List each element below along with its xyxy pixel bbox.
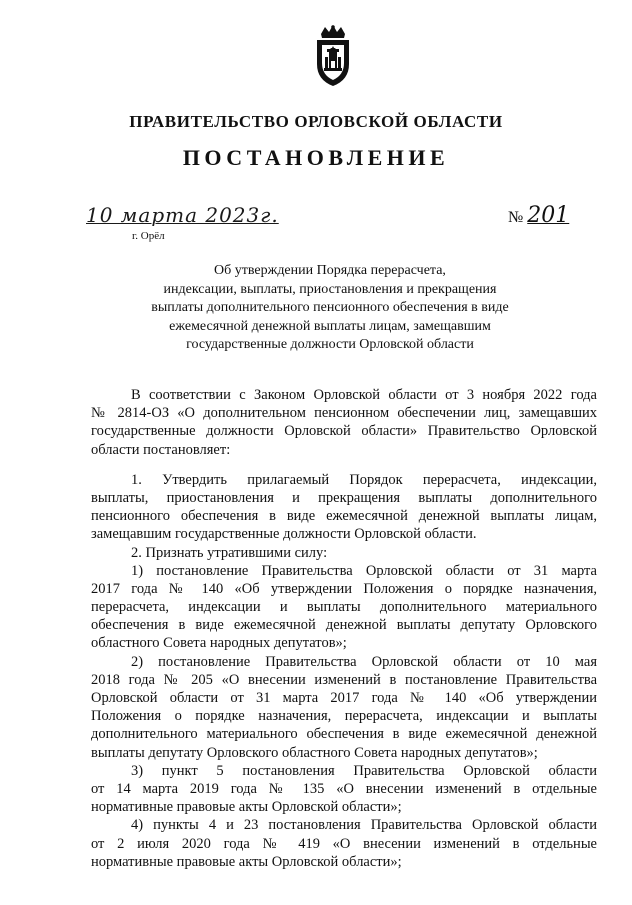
handwritten-date: 10 марта 2023г.: [86, 203, 279, 227]
subject-line: государственные должности Орловской области: [186, 337, 474, 352]
body-line: области постановляет:: [91, 441, 231, 458]
subitem-1-paragraph: [91, 562, 597, 653]
number-label: №: [508, 209, 524, 226]
body-line: выплаты, приостановления и прекращения выплаты дополнительного: [91, 489, 597, 506]
body-line: 2017 года № 140 «Об утверждении Положения о порядке назначения,: [91, 580, 597, 597]
body-line: от 14 марта 2019 года № 135 «О внесении изменений в отдельные: [91, 780, 597, 797]
body-line: № 2814-ОЗ «О дополнительном пенсионном обеспечении лиц, замещавших: [91, 405, 597, 422]
subject-line: ежемесячной денежной выплаты лицам, замещавшим: [169, 318, 491, 334]
item-2-paragraph: [91, 544, 597, 562]
subject-line: Об утверждении Порядка перерасчета,: [214, 263, 446, 278]
body-line: нормативные правовые акты Орловской области»;: [91, 853, 402, 870]
body-line: перерасчета, индексации и выплаты дополнительного материального: [91, 599, 597, 616]
subitem-4-paragraph: [91, 816, 597, 871]
subitem-3-paragraph: [91, 762, 597, 817]
body-line: пенсионного обеспечения в виде ежемесячной денежной выплаты лицам,: [91, 508, 597, 525]
body-line: обеспечения в виде ежемесячной денежной выплаты депутату Орловского: [91, 617, 597, 634]
item-1-paragraph: [91, 471, 597, 544]
city-label: г. Орёл: [132, 230, 165, 242]
coat-of-arms-icon: [311, 24, 355, 88]
body-line: 2) постановление Правительства Орловской области от 10 мая: [131, 653, 597, 670]
subject-line: выплаты дополнительного пенсионного обеспечения в виде: [151, 300, 509, 315]
body-line: 3) пункт 5 постановления Правительства Орловской области: [131, 762, 597, 779]
body-line: государственные должности Орловской области» Правительство Орловской: [91, 423, 597, 440]
subitem-2-paragraph: [91, 653, 597, 762]
document-type-title: ПОСТАНОВЛЕНИЕ: [182, 145, 450, 170]
handwritten-number: 201: [527, 203, 570, 228]
subject-line: индексации, выплаты, приостановления и прекращения: [163, 281, 497, 297]
body-line: 1. Утвердить прилагаемый Порядок перерасчета, индексации,: [131, 471, 597, 488]
body-line: областного Совета народных депутатов»;: [91, 635, 347, 652]
body-line: замещавшим государственные должности Орловской области.: [91, 526, 477, 543]
document-body: [91, 386, 597, 871]
body-line: 1) постановление Правительства Орловской области от 31 марта: [131, 562, 597, 579]
body-line: 2018 года № 205 «О внесении изменений в постановление Правительства: [91, 671, 597, 688]
document-number: [508, 203, 569, 228]
body-line: выплаты депутату Орловского областного Совета народных депутатов»;: [91, 744, 538, 761]
government-name: ПРАВИТЕЛЬСТВО ОРЛОВСКОЙ ОБЛАСТИ: [129, 112, 503, 131]
body-line: Положения о порядке назначения, перерасчета, индексации и выплаты: [91, 708, 597, 725]
body-line: дополнительного материального обеспечения в виде ежемесячной денежной: [91, 726, 597, 743]
preamble-paragraph: [91, 386, 597, 459]
body-line: Орловской области от 31 марта 2017 года № 140 «Об утверждении: [91, 690, 597, 706]
body-line: от 2 июля 2020 года № 419 «О внесении изменений в отдельные: [91, 835, 597, 852]
body-line: нормативные правовые акты Орловской области»;: [91, 799, 402, 816]
body-line: 4) пункты 4 и 23 постановления Правительства Орловской области: [131, 817, 597, 834]
body-line: В соответствии с Законом Орловской области от 3 ноября 2022 года: [131, 387, 597, 403]
body-line: 2. Признать утратившими силу:: [131, 544, 328, 561]
document-subject: [120, 262, 540, 355]
